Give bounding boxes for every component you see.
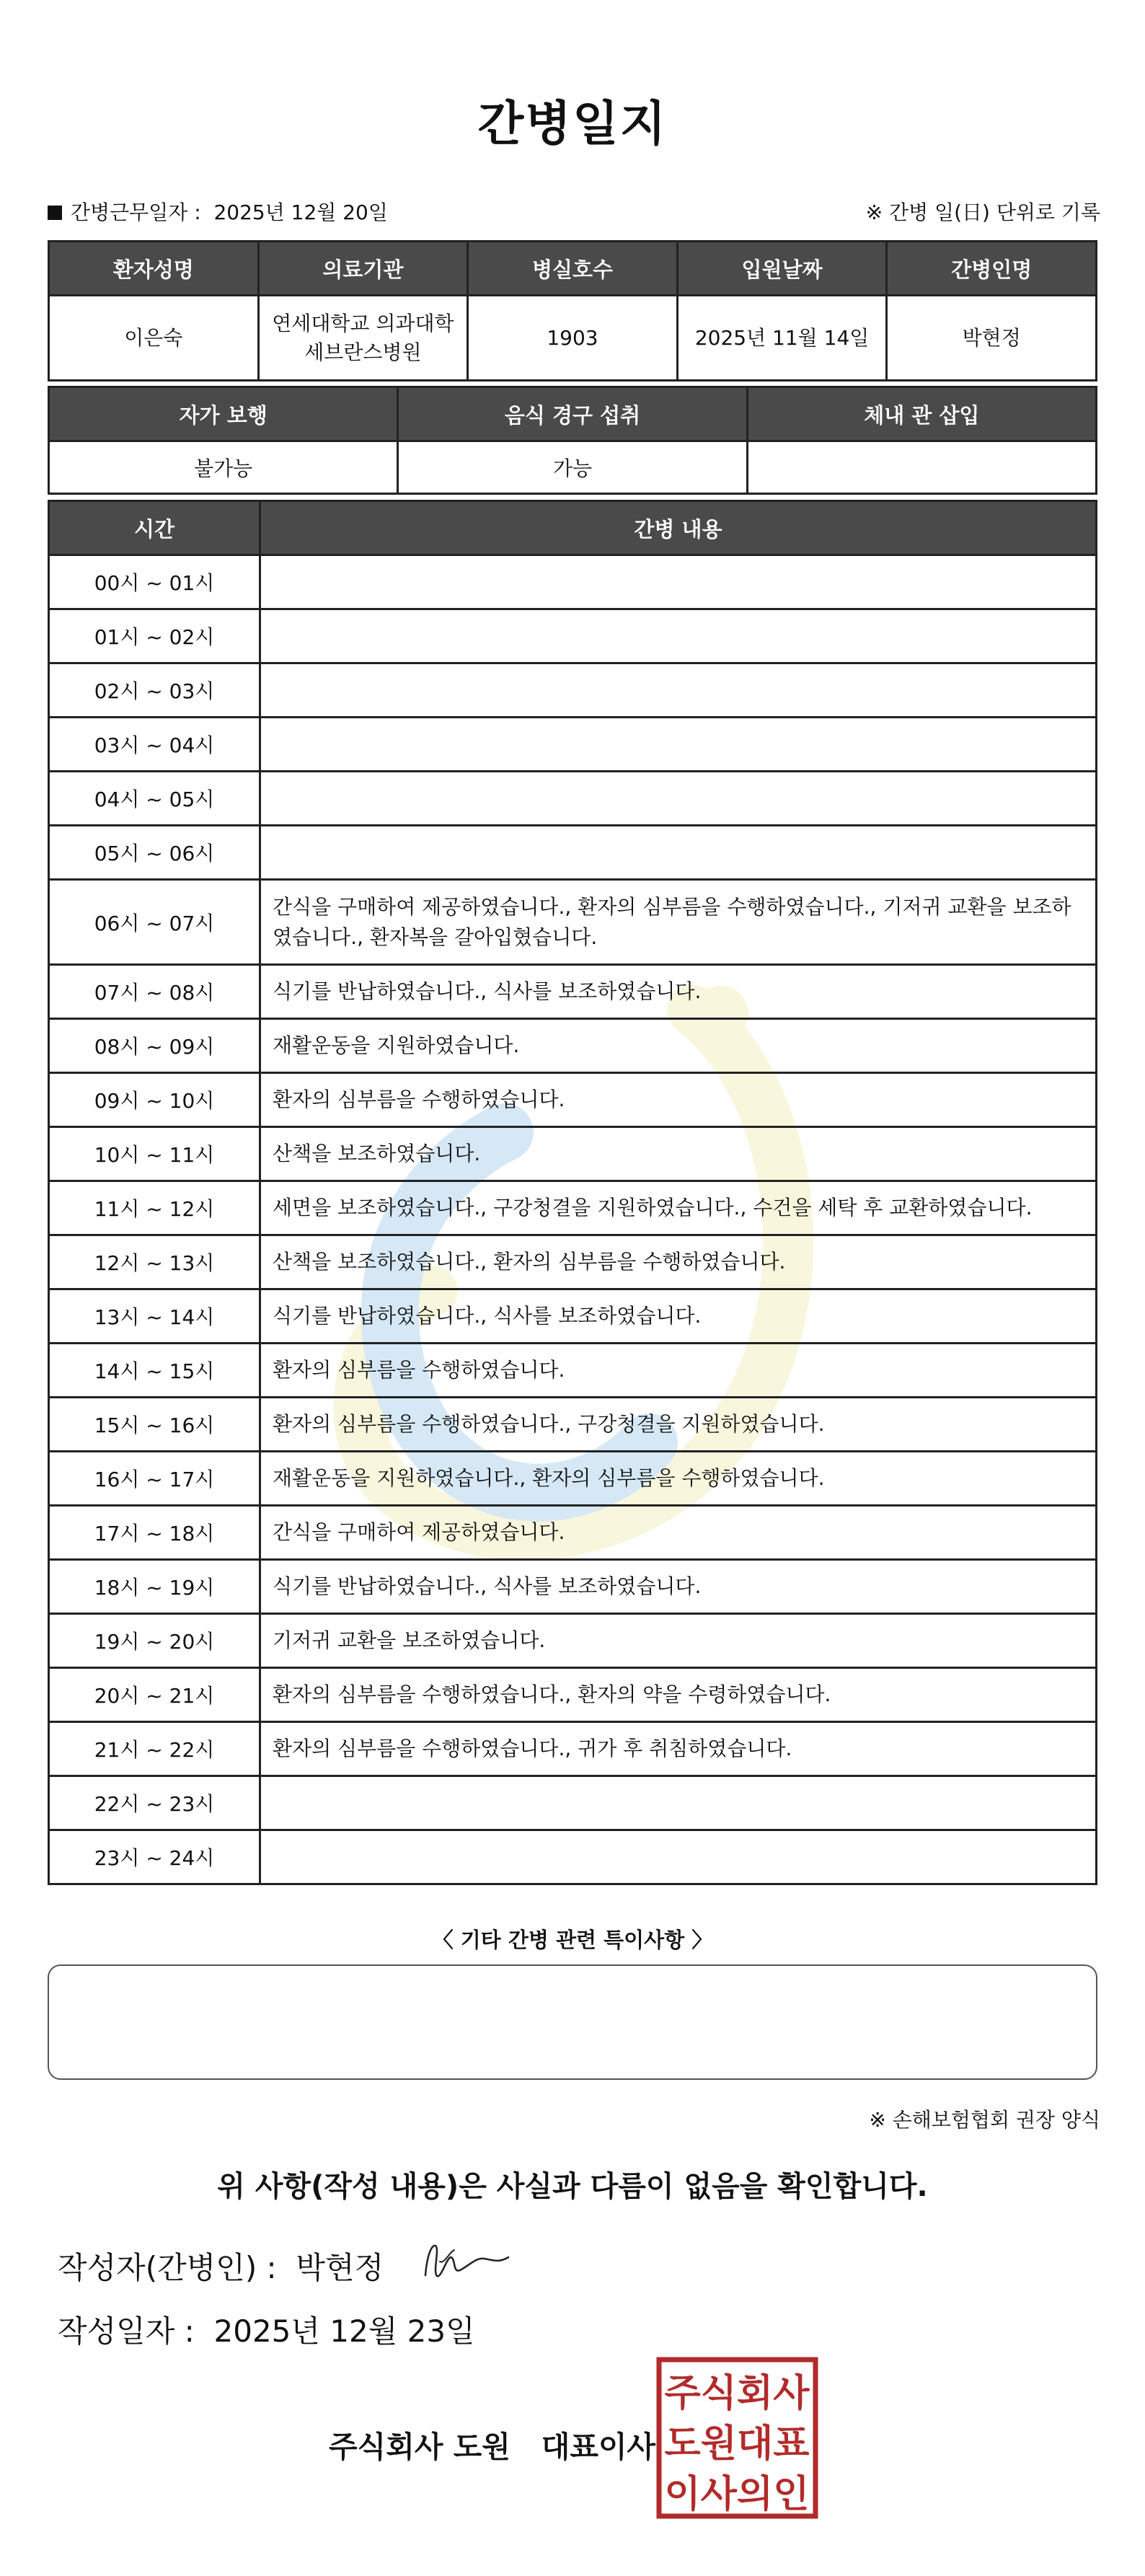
written-date-label: 작성일자 :: [58, 2313, 195, 2349]
time-slot: 00시 ~ 01시: [49, 555, 260, 609]
time-slot: 17시 ~ 18시: [49, 1506, 260, 1560]
time-slot: 20시 ~ 21시: [49, 1668, 260, 1722]
table-row: [49, 1019, 1097, 1073]
tube-insertion-value: [747, 441, 1096, 494]
table-row: [49, 1506, 1097, 1560]
care-content: 재활운동을 지원하였습니다., 환자의 심부름을 수행하였습니다.: [260, 1452, 1097, 1506]
table-row: [49, 1776, 1097, 1830]
time-slot: 16시 ~ 17시: [49, 1452, 260, 1506]
time-slot: 12시 ~ 13시: [49, 1235, 260, 1289]
table-row: [49, 1614, 1097, 1668]
header-room-number: 병실호수: [468, 242, 678, 296]
patient-status-table: [48, 386, 1097, 495]
care-content: 기저귀 교환을 보조하였습니다.: [260, 1614, 1097, 1668]
care-content: [260, 663, 1097, 718]
table-row: [49, 1722, 1097, 1776]
table-row: [49, 609, 1097, 663]
table-row: [49, 663, 1097, 718]
time-slot: 14시 ~ 15시: [49, 1344, 260, 1398]
care-content: 환자의 심부름을 수행하였습니다., 환자의 약을 수령하였습니다.: [260, 1668, 1097, 1722]
care-content: 세면을 보조하였습니다., 구강청결을 지원하였습니다., 수건을 세탁 후 교환하였습니다.: [260, 1181, 1097, 1235]
header-caregiver-name: 간병인명: [887, 242, 1097, 296]
work-date-label: 간병근무일자 :: [71, 200, 201, 224]
table-row: [49, 1830, 1097, 1884]
time-slot: 15시 ~ 16시: [49, 1398, 260, 1452]
table-row: [49, 1398, 1097, 1452]
time-slot: 18시 ~ 19시: [49, 1560, 260, 1614]
time-slot: 13시 ~ 14시: [49, 1289, 260, 1344]
company-signatory: 주식회사 도원 대표이사: [329, 2430, 656, 2464]
form-notice: ※ 손해보험협회 권장 양식: [869, 2108, 1100, 2132]
table-row: [49, 1289, 1097, 1344]
care-log-table: [48, 500, 1097, 1885]
header-time: 시간: [49, 501, 260, 555]
care-content: [260, 1776, 1097, 1830]
header-admission-date: 입원날짜: [677, 242, 887, 296]
header-self-walking: 자가 보행: [49, 387, 398, 441]
care-content: 환자의 심부름을 수행하였습니다.: [260, 1344, 1097, 1398]
patient-name: 이은숙: [49, 296, 259, 381]
time-slot: 08시 ~ 09시: [49, 1019, 260, 1073]
care-content: 간식을 구매하여 제공하였습니다.: [260, 1506, 1097, 1560]
care-content: [260, 1830, 1097, 1884]
table-row: [49, 772, 1097, 826]
company-seal-stamp: [656, 2357, 818, 2519]
care-content: 식기를 반납하였습니다., 식사를 보조하였습니다.: [260, 965, 1097, 1019]
header-oral-intake: 음식 경구 섭취: [398, 387, 747, 441]
time-slot: 21시 ~ 22시: [49, 1722, 260, 1776]
time-slot: 03시 ~ 04시: [49, 718, 260, 772]
table-row: [49, 965, 1097, 1019]
seal-text: 이사의인: [664, 2473, 810, 2516]
table-row: [49, 1127, 1097, 1181]
care-content: 식기를 반납하였습니다., 식사를 보조하였습니다.: [260, 1560, 1097, 1614]
patient-info-table: [48, 240, 1097, 381]
square-bullet-icon: [48, 206, 62, 220]
written-date-line: [58, 2308, 475, 2351]
time-slot: 02시 ~ 03시: [49, 663, 260, 718]
time-slot: 05시 ~ 06시: [49, 826, 260, 880]
hospital-name: 연세대학교 의과대학 세브란스병원: [258, 296, 468, 381]
header-patient-name: 환자성명: [49, 242, 259, 296]
time-slot: 10시 ~ 11시: [49, 1127, 260, 1181]
care-content: [260, 555, 1097, 609]
header-tube-insertion: 체내 관 삽입: [747, 387, 1096, 441]
care-content: 환자의 심부름을 수행하였습니다.: [260, 1073, 1097, 1127]
confirmation-statement: 위 사항(작성 내용)은 사실과 다름이 없음을 확인합니다.: [217, 2170, 928, 2203]
record-unit-note: ※ 간병 일(日) 단위로 기록: [865, 200, 1100, 224]
care-content: [260, 718, 1097, 772]
care-content: 산책을 보조하였습니다.: [260, 1127, 1097, 1181]
table-row: [49, 718, 1097, 772]
table-row: [49, 1344, 1097, 1398]
care-content: 재활운동을 지원하였습니다.: [260, 1019, 1097, 1073]
care-content: 간식을 구매하여 제공하였습니다., 환자의 심부름을 수행하였습니다., 기저귀 교환을 보조하였습니다., 환자복을 갈아입혔습니다.: [260, 880, 1097, 965]
care-content: 산책을 보조하였습니다., 환자의 심부름을 수행하였습니다.: [260, 1235, 1097, 1289]
room-number: 1903: [468, 296, 678, 381]
time-slot: 01시 ~ 02시: [49, 609, 260, 663]
care-content: 식기를 반납하였습니다., 식사를 보조하였습니다.: [260, 1289, 1097, 1344]
remarks-box: [48, 1964, 1097, 2080]
writer-line: [58, 2244, 384, 2288]
oral-intake-value: 가능: [398, 441, 747, 494]
handwritten-signature: [418, 2236, 512, 2286]
table-row: [49, 1181, 1097, 1235]
table-row: [49, 555, 1097, 609]
time-slot: 04시 ~ 05시: [49, 772, 260, 826]
time-slot: 22시 ~ 23시: [49, 1776, 260, 1830]
table-row: [49, 1235, 1097, 1289]
time-slot: 07시 ~ 08시: [49, 965, 260, 1019]
care-content: 환자의 심부름을 수행하였습니다., 귀가 후 취침하였습니다.: [260, 1722, 1097, 1776]
writer-name: 박현정: [296, 2250, 384, 2285]
written-date-value: 2025년 12월 23일: [213, 2313, 475, 2349]
table-row: [49, 1560, 1097, 1614]
time-slot: 09시 ~ 10시: [49, 1073, 260, 1127]
care-content: [260, 826, 1097, 880]
table-row: [49, 826, 1097, 880]
work-date: [48, 197, 388, 226]
time-slot: 11시 ~ 12시: [49, 1181, 260, 1235]
table-row: [49, 1452, 1097, 1506]
table-row: [49, 1073, 1097, 1127]
time-slot: 19시 ~ 20시: [49, 1614, 260, 1668]
seal-text: 도원대표: [664, 2422, 810, 2466]
header-hospital: 의료기관: [258, 242, 468, 296]
care-content: 환자의 심부름을 수행하였습니다., 구강청결을 지원하였습니다.: [260, 1398, 1097, 1452]
remarks-title: 〈 기타 간병 관련 특이사항 〉: [432, 1928, 713, 1952]
seal-text: 주식회사: [664, 2372, 810, 2415]
care-content: [260, 772, 1097, 826]
work-date-value: 2025년 12월 20일: [213, 200, 388, 224]
page-title: 간병일지: [477, 96, 668, 151]
writer-label: 작성자(간병인) :: [58, 2250, 277, 2285]
care-content: [260, 609, 1097, 663]
table-row: [49, 880, 1097, 965]
caregiver-name: 박현정: [887, 296, 1097, 381]
header-care-content: 간병 내용: [260, 501, 1097, 555]
time-slot: 23시 ~ 24시: [49, 1830, 260, 1884]
table-row: [49, 1668, 1097, 1722]
time-slot: 06시 ~ 07시: [49, 880, 260, 965]
self-walking-value: 불가능: [49, 441, 398, 494]
admission-date: 2025년 11월 14일: [677, 296, 887, 381]
